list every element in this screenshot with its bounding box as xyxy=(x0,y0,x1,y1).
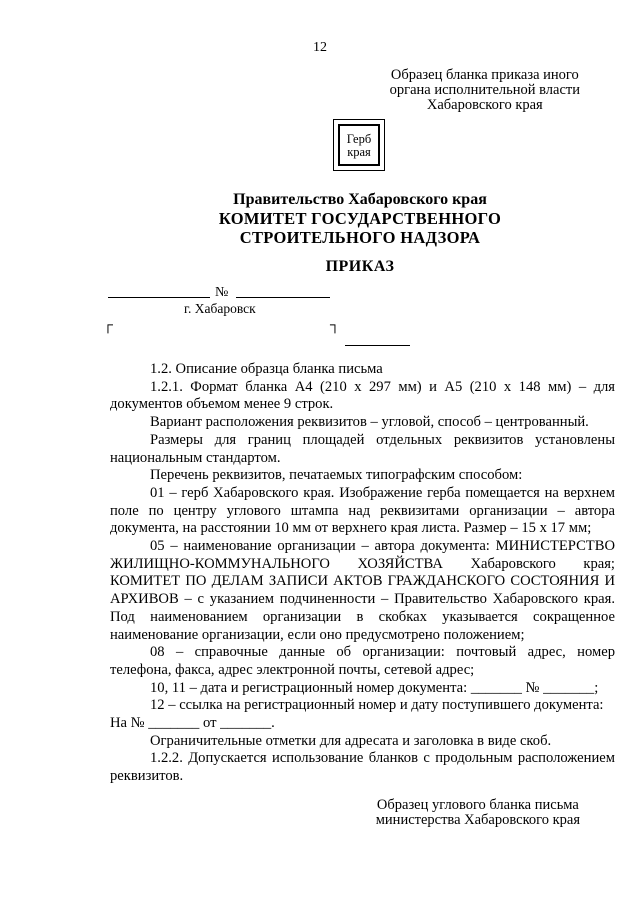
paragraph-1: 1.2. Описание образца бланка письма xyxy=(150,361,383,377)
number-line xyxy=(236,283,330,298)
sample-caption-top-line3: Хабаровского края xyxy=(426,97,543,113)
document-type: ПРИКАЗ xyxy=(325,258,395,275)
paragraph-7: 05 – наименование организации – автора документа: МИНИСТЕРСТВО ЖИЛИЩНО-КОММУНАЛЬНОГО ХОЗЯЙСТВА Хабаровского края; КОМИТЕТ ПО ДЕЛАМ ЗАПИСИ АКТОВ ГРАЖДАНСКОГО СОСТОЯНИЯ И АРХИВОВ – с указанием подчиненности – Правительство Хабаровского края. Под наименованием организации в скобках указывается сокращенное наименование организации, если оно предусмотрено положением; xyxy=(110,538,615,643)
paragraph-8: 08 – справочные данные об организации: почтовый адрес, номер телефона, факса, адрес электронной почты, сетевой адрес; xyxy=(110,644,615,678)
emblem-line1: Герб xyxy=(346,132,372,146)
emblem-line2: края xyxy=(347,145,371,159)
sample-caption-top xyxy=(390,68,580,113)
sample-caption-bottom xyxy=(376,798,580,828)
city: г. Хабаровск xyxy=(184,301,256,316)
date-line xyxy=(108,283,210,298)
body-text xyxy=(110,361,615,786)
committee-line1: КОМИТЕТ ГОСУДАРСТВЕННОГО xyxy=(218,209,502,228)
corner-bracket-right: ┐ xyxy=(330,318,340,333)
emblem-box xyxy=(333,119,385,171)
government-name: Правительство Хабаровского края xyxy=(233,191,487,208)
page-number: 12 xyxy=(313,40,327,55)
paragraph-2: 1.2.1. Формат бланка А4 (210 х 297 мм) и А5 (210 х 148 мм) – для документов объемом менее 9 строк. xyxy=(110,378,615,413)
paragraph-5: Перечень реквизитов, печатаемых типографским способом: xyxy=(150,467,523,484)
sample-caption-bottom-line2: министерства Хабаровского края xyxy=(375,812,580,828)
paragraph-6: 01 – герб Хабаровского края. Изображение герба помещается на верхнем поле по центру углового штампа над реквизитами организации – автора документа, на расстоянии 10 мм от верхнего края листа. Размер – 15 х 17 мм; xyxy=(110,484,615,537)
paragraph-9: 10, 11 – дата и регистрационный номер документа: _______ № _______; xyxy=(150,679,599,696)
paragraph-11: На № _______ от _______. xyxy=(110,715,275,732)
paragraph-3: Вариант расположения реквизитов – угловой, способ – центрованный. xyxy=(150,414,589,431)
committee-line2: СТРОИТЕЛЬНОГО НАДЗОРА xyxy=(239,228,481,247)
sample-caption-bottom-line1: Образец углового бланка письма xyxy=(376,797,579,813)
emblem-frame xyxy=(338,124,380,166)
corner-bracket-left: ┌ xyxy=(103,318,113,333)
sample-caption-top-line2: органа исполнительной власти xyxy=(389,82,580,98)
paragraph-13: 1.2.2. Допускается использование бланков с продольным расположением реквизитов. xyxy=(110,750,615,785)
separator-line xyxy=(345,345,410,346)
paragraph-12: Ограничительные отметки для адресата и заголовка в виде скоб. xyxy=(150,732,552,749)
paragraph-10: 12 – ссылка на регистрационный номер и дату поступившего документа: xyxy=(150,697,604,714)
committee-name xyxy=(0,209,640,247)
sample-caption-top-line1: Образец бланка приказа иного xyxy=(390,67,579,83)
paragraph-4: Размеры для границ площадей отдельных реквизитов установлены национальным стандартом. xyxy=(110,431,615,466)
number-sign: № xyxy=(215,285,229,300)
